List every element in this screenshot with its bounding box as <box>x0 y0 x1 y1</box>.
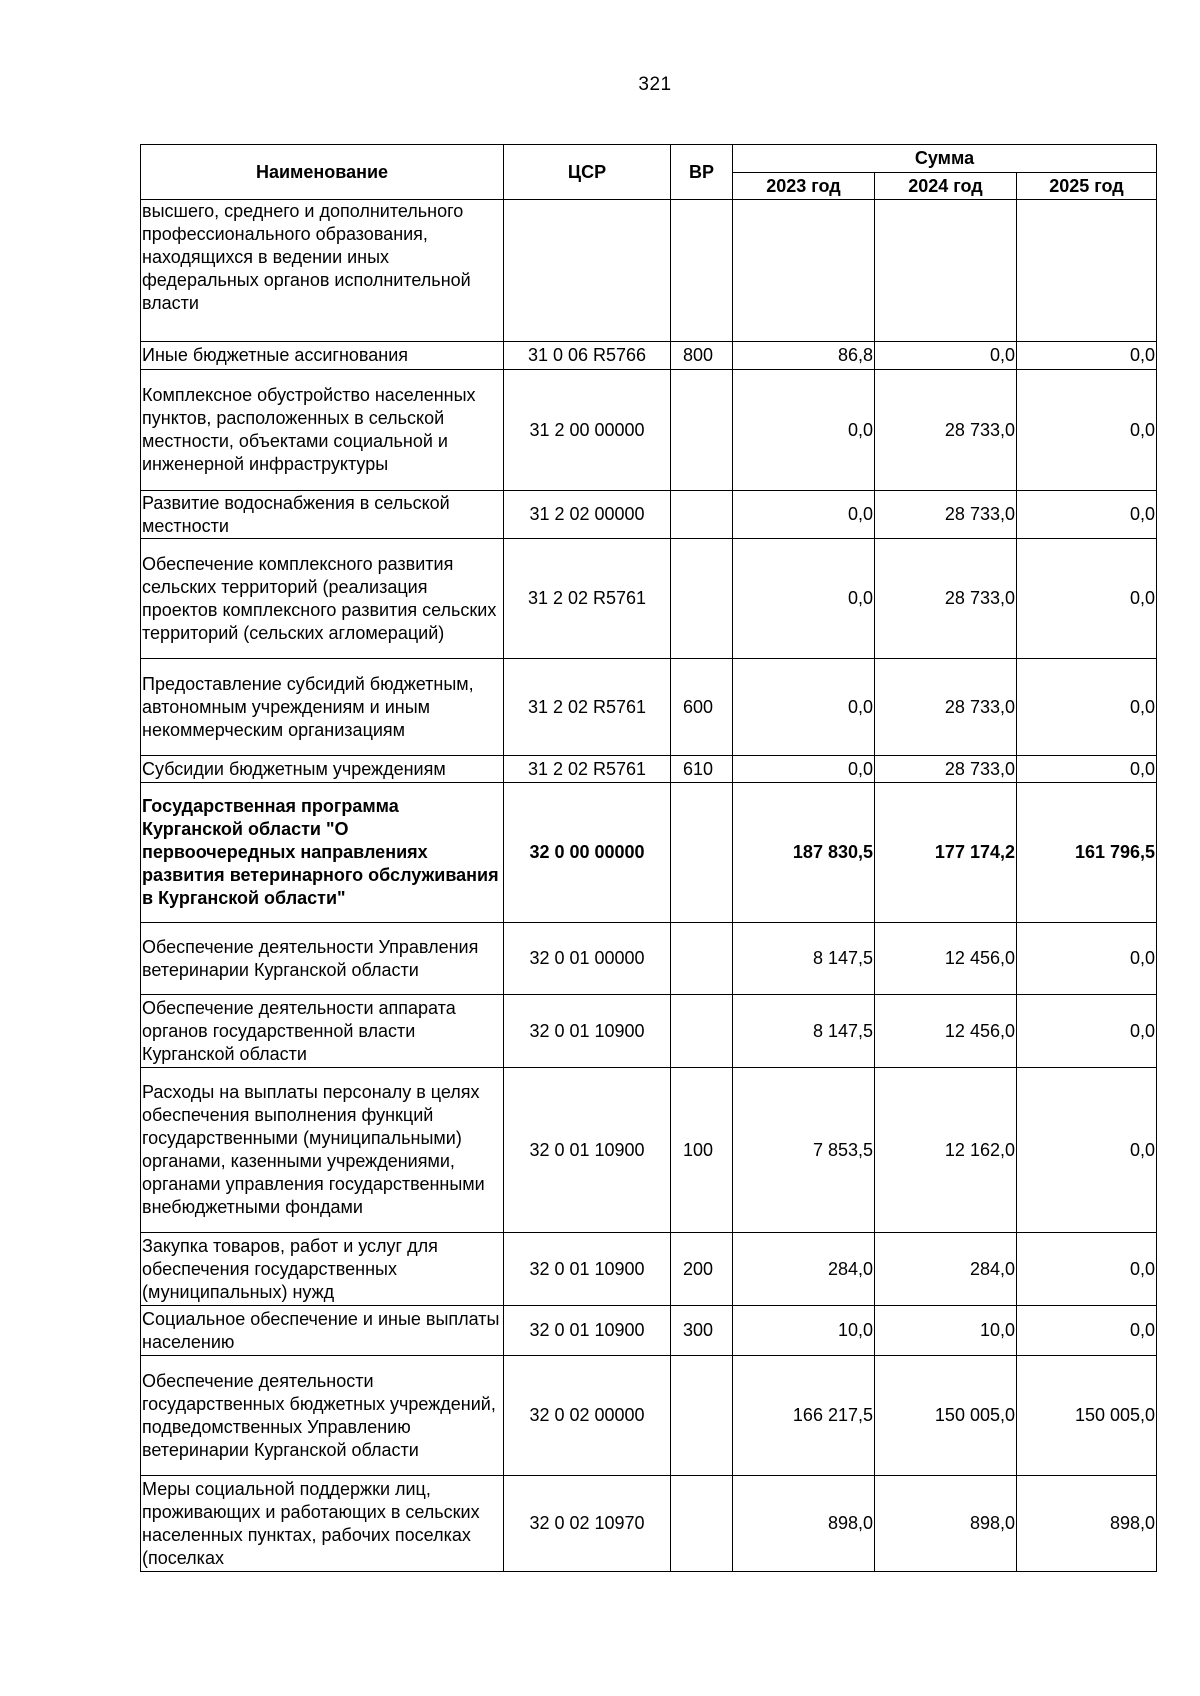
cell-vr: 800 <box>671 342 733 370</box>
cell-2023: 284,0 <box>733 1233 875 1306</box>
cell-vr <box>671 1356 733 1476</box>
cell-2024 <box>875 200 1017 342</box>
header-csr: ЦСР <box>504 145 671 200</box>
cell-2025: 0,0 <box>1017 659 1157 756</box>
cell-2024: 28 733,0 <box>875 370 1017 491</box>
cell-2024: 12 456,0 <box>875 923 1017 995</box>
cell-name: Развитие водоснабжения в сельской местности <box>141 491 504 539</box>
cell-2024: 150 005,0 <box>875 1356 1017 1476</box>
cell-vr <box>671 923 733 995</box>
cell-2023: 86,8 <box>733 342 875 370</box>
cell-2024: 0,0 <box>875 342 1017 370</box>
cell-name: Закупка товаров, работ и услуг для обеспечения государственных (муниципальных) нужд <box>141 1233 504 1306</box>
table-row <box>141 491 1157 539</box>
cell-vr: 610 <box>671 756 733 783</box>
header-year-2023: 2023 год <box>733 173 875 200</box>
header-year-2025: 2025 год <box>1017 173 1157 200</box>
cell-csr: 32 0 02 10970 <box>504 1476 671 1572</box>
cell-name: Иные бюджетные ассигнования <box>141 342 504 370</box>
cell-2023: 0,0 <box>733 756 875 783</box>
cell-2024: 898,0 <box>875 1476 1017 1572</box>
table-row <box>141 923 1157 995</box>
table-row <box>141 370 1157 491</box>
cell-name: Обеспечение деятельности аппарата органов государственной власти Курганской области <box>141 995 504 1068</box>
cell-2024: 28 733,0 <box>875 659 1017 756</box>
cell-2024: 10,0 <box>875 1306 1017 1356</box>
cell-vr <box>671 200 733 342</box>
cell-2025: 0,0 <box>1017 995 1157 1068</box>
cell-vr <box>671 1476 733 1572</box>
cell-2023: 187 830,5 <box>733 783 875 923</box>
cell-csr: 31 0 06 R5766 <box>504 342 671 370</box>
cell-csr: 31 2 02 R5761 <box>504 539 671 659</box>
cell-vr <box>671 995 733 1068</box>
cell-2023: 0,0 <box>733 539 875 659</box>
cell-2025: 0,0 <box>1017 1306 1157 1356</box>
cell-2025: 0,0 <box>1017 342 1157 370</box>
cell-csr: 32 0 00 00000 <box>504 783 671 923</box>
cell-vr <box>671 370 733 491</box>
cell-2023: 7 853,5 <box>733 1068 875 1233</box>
cell-name: Меры социальной поддержки лиц, проживающих и работающих в сельских населенных пунктах, рабочих поселках (поселках <box>141 1476 504 1572</box>
header-year-2024: 2024 год <box>875 173 1017 200</box>
cell-vr: 600 <box>671 659 733 756</box>
cell-name: Социальное обеспечение и иные выплаты населению <box>141 1306 504 1356</box>
cell-2024: 177 174,2 <box>875 783 1017 923</box>
cell-2023: 8 147,5 <box>733 923 875 995</box>
table-row <box>141 1476 1157 1572</box>
cell-csr <box>504 200 671 342</box>
cell-csr: 31 2 00 00000 <box>504 370 671 491</box>
cell-name: Субсидии бюджетным учреждениям <box>141 756 504 783</box>
cell-vr <box>671 783 733 923</box>
cell-name: Комплексное обустройство населенных пунктов, расположенных в сельской местности, объектами социальной и инженерной инфраструктуры <box>141 370 504 491</box>
table-row <box>141 783 1157 923</box>
cell-2023: 8 147,5 <box>733 995 875 1068</box>
budget-table <box>140 144 1157 1572</box>
table-row <box>141 200 1157 342</box>
cell-2025: 0,0 <box>1017 539 1157 659</box>
header-sum: Сумма <box>733 145 1157 173</box>
cell-name: высшего, среднего и дополнительного профессионального образования, находящихся в ведении иных федеральных органов исполнительной власти <box>141 200 504 342</box>
header-name: Наименование <box>141 145 504 200</box>
cell-csr: 32 0 01 00000 <box>504 923 671 995</box>
cell-2024: 284,0 <box>875 1233 1017 1306</box>
cell-vr <box>671 491 733 539</box>
cell-2023: 0,0 <box>733 370 875 491</box>
cell-2025: 0,0 <box>1017 491 1157 539</box>
cell-vr: 100 <box>671 1068 733 1233</box>
cell-csr: 32 0 02 00000 <box>504 1356 671 1476</box>
cell-csr: 32 0 01 10900 <box>504 1068 671 1233</box>
cell-2024: 12 162,0 <box>875 1068 1017 1233</box>
cell-2025: 0,0 <box>1017 1233 1157 1306</box>
table-row <box>141 539 1157 659</box>
cell-csr: 32 0 01 10900 <box>504 995 671 1068</box>
cell-name: Государственная программа Курганской области "О первоочередных направлениях развития ветеринарного обслуживания в Курганской области" <box>141 783 504 923</box>
cell-2023: 0,0 <box>733 491 875 539</box>
cell-name: Обеспечение деятельности Управления ветеринарии Курганской области <box>141 923 504 995</box>
table-row <box>141 1068 1157 1233</box>
page-number: 321 <box>638 74 672 95</box>
cell-2024: 12 456,0 <box>875 995 1017 1068</box>
cell-csr: 32 0 01 10900 <box>504 1306 671 1356</box>
cell-vr: 200 <box>671 1233 733 1306</box>
cell-csr: 31 2 02 R5761 <box>504 659 671 756</box>
cell-name: Обеспечение комплексного развития сельских территорий (реализация проектов комплексного развития сельских территорий (сельских агломераций) <box>141 539 504 659</box>
cell-vr <box>671 539 733 659</box>
cell-csr: 31 2 02 00000 <box>504 491 671 539</box>
cell-2025: 150 005,0 <box>1017 1356 1157 1476</box>
cell-name: Обеспечение деятельности государственных бюджетных учреждений, подведомственных Управлению ветеринарии Курганской области <box>141 1356 504 1476</box>
cell-2024: 28 733,0 <box>875 539 1017 659</box>
cell-vr: 300 <box>671 1306 733 1356</box>
cell-2025: 0,0 <box>1017 1068 1157 1233</box>
cell-2024: 28 733,0 <box>875 491 1017 539</box>
table-row <box>141 1233 1157 1306</box>
cell-2025: 898,0 <box>1017 1476 1157 1572</box>
cell-2025: 0,0 <box>1017 923 1157 995</box>
cell-2025: 0,0 <box>1017 756 1157 783</box>
cell-2023: 10,0 <box>733 1306 875 1356</box>
cell-csr: 32 0 01 10900 <box>504 1233 671 1306</box>
table-row <box>141 342 1157 370</box>
table-row <box>141 995 1157 1068</box>
cell-2023: 166 217,5 <box>733 1356 875 1476</box>
header-vr: ВР <box>671 145 733 200</box>
cell-2023 <box>733 200 875 342</box>
cell-2023: 898,0 <box>733 1476 875 1572</box>
table-row <box>141 659 1157 756</box>
cell-2025: 161 796,5 <box>1017 783 1157 923</box>
cell-2024: 28 733,0 <box>875 756 1017 783</box>
cell-2025 <box>1017 200 1157 342</box>
table-row <box>141 756 1157 783</box>
cell-name: Расходы на выплаты персоналу в целях обеспечения выполнения функций государственными (муниципальными) органами, казенными учреждениями, органами управления государственными внебюджетными фондами <box>141 1068 504 1233</box>
table-row <box>141 1356 1157 1476</box>
cell-csr: 31 2 02 R5761 <box>504 756 671 783</box>
cell-2025: 0,0 <box>1017 370 1157 491</box>
table-row <box>141 1306 1157 1356</box>
cell-name: Предоставление субсидий бюджетным, автономным учреждениям и иным некоммерческим организациям <box>141 659 504 756</box>
cell-2023: 0,0 <box>733 659 875 756</box>
